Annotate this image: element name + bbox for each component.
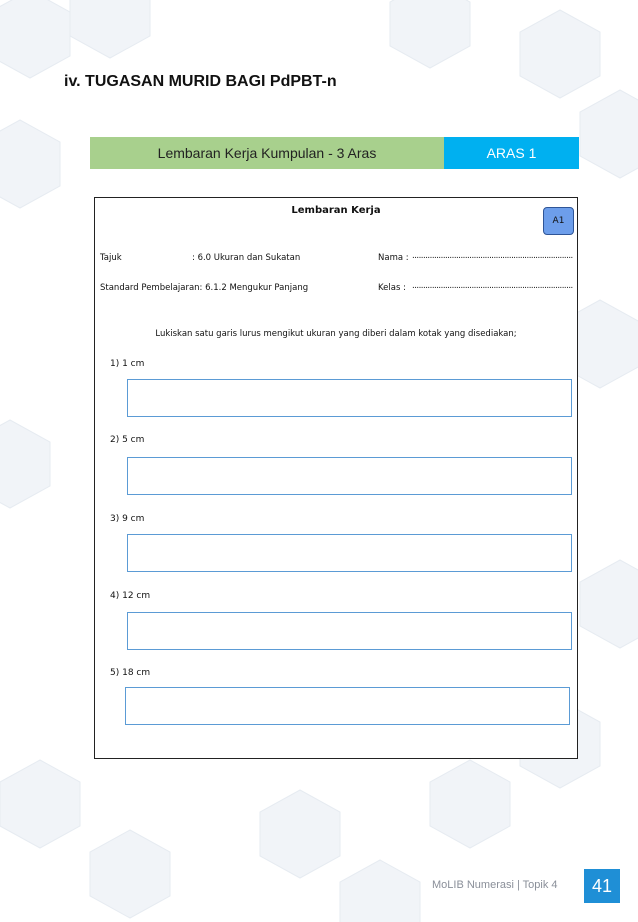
nama-field[interactable]: ......................................................................... bbox=[412, 251, 573, 261]
standard-label: Standard Pembelajaran: 6.1.2 Mengukur Panjang bbox=[100, 283, 309, 293]
question-label: 5) 18 cm bbox=[110, 668, 151, 678]
answer-box[interactable] bbox=[127, 612, 572, 650]
nama-label: Nama : bbox=[378, 253, 409, 263]
level-label: ARAS 1 bbox=[444, 137, 579, 169]
kelas-field[interactable]: ......................................................................... bbox=[412, 281, 573, 291]
question-label: 1) 1 cm bbox=[110, 359, 145, 369]
worksheet-type-label: Lembaran Kerja Kumpulan - 3 Aras bbox=[90, 137, 444, 169]
footer-text: MoLIB Numerasi | Topik 4 bbox=[432, 879, 558, 891]
worksheet-title: Lembaran Kerja bbox=[291, 205, 381, 216]
answer-box[interactable] bbox=[125, 687, 570, 725]
section-title: iv. TUGASAN MURID BAGI PdPBT-n bbox=[64, 73, 337, 90]
question-label: 4) 12 cm bbox=[110, 591, 151, 601]
tajuk-value: : 6.0 Ukuran dan Sukatan bbox=[192, 253, 301, 263]
instruction-text: Lukiskan satu garis lurus mengikut ukuran yang diberi dalam kotak yang disediakan; bbox=[155, 329, 517, 339]
question-label: 3) 9 cm bbox=[110, 514, 145, 524]
page-number: 41 bbox=[584, 869, 620, 903]
answer-box[interactable] bbox=[127, 457, 572, 495]
answer-box[interactable] bbox=[127, 379, 572, 417]
kelas-label: Kelas : bbox=[378, 283, 406, 293]
worksheet bbox=[94, 197, 578, 759]
tajuk-label: Tajuk bbox=[100, 253, 122, 263]
level-badge: A1 bbox=[543, 207, 574, 235]
worksheet-header-bar bbox=[90, 137, 579, 169]
answer-box[interactable] bbox=[127, 534, 572, 572]
question-label: 2) 5 cm bbox=[110, 435, 145, 445]
